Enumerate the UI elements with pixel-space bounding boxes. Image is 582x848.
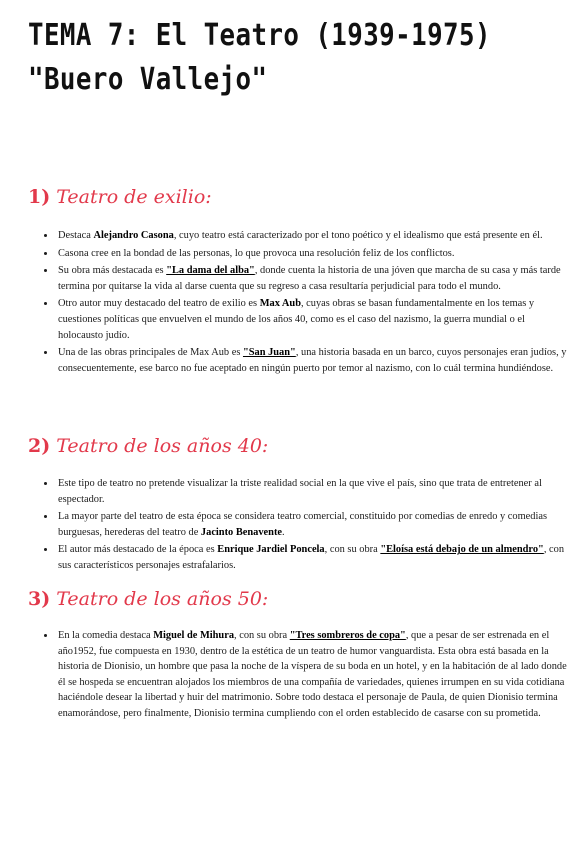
section-number: 3) xyxy=(28,588,51,610)
bullet-text: En la comedia destaca xyxy=(58,630,154,641)
work-title: "Tres sombreros de copa" xyxy=(289,630,406,641)
section-title: Teatro de exilio: xyxy=(56,186,212,208)
list-item xyxy=(56,296,568,343)
bullet-text: Su obra más destacada es xyxy=(58,265,167,277)
section-title: Teatro de los años 40: xyxy=(56,435,269,457)
bullet-text: Destaca xyxy=(58,230,94,241)
list-item xyxy=(56,246,568,262)
title-line-1: TEMA 7: El Teatro (1939-1975) xyxy=(28,18,491,53)
section-number: 2) xyxy=(28,435,51,457)
section-heading-exilio xyxy=(28,186,212,208)
work-title: "La dama del alba" xyxy=(166,265,255,277)
bullet-list-exilio xyxy=(38,228,568,378)
bullet-text: , cuyas obras se basan fundamentalmente en los temas y cuestiones políticas que envuelven el mundo de los años 40, como es el caso del nazismo, la guerra mundial o el holocausto judío. xyxy=(58,298,535,341)
bullet-text: , donde cuenta la historia de una jóven que marcha de su casa y más tarde termina por quitarse la vida al darse cuenta que su regreso a casa resultaría perjudicial para todo el mundo. xyxy=(58,265,561,292)
list-item xyxy=(56,228,568,244)
author-name: Alejandro Casona xyxy=(93,230,174,241)
bullet-text: , con su obra xyxy=(234,630,290,641)
section-number: 1) xyxy=(28,186,51,208)
bullet-text: , una historia basada en un barco, cuyos personajes eran judíos, y consecuentemente, ese barco no fue aceptado en ningún puerto por temor al nazismo, con lo cuál termina hundiéndose. xyxy=(58,347,567,374)
title-line-2: "Buero Vallejo" xyxy=(28,62,268,97)
bullet-text: , con sus característicos personajes estrafalarios. xyxy=(58,544,565,571)
bullet-text: Otro autor muy destacado del teatro de exilio es xyxy=(58,298,260,310)
list-item xyxy=(56,628,568,722)
list-item xyxy=(56,542,568,573)
author-name: Max Aub xyxy=(259,298,301,310)
list-item xyxy=(56,263,568,294)
bullet-text: . xyxy=(282,526,285,538)
section-heading-anos-40 xyxy=(28,435,268,457)
list-item xyxy=(56,509,568,540)
bullet-list-anos-40 xyxy=(38,476,568,576)
bullet-text: , con su obra xyxy=(324,544,381,556)
bullet-text: Casona cree en la bondad de las personas, lo que provoca una resolución feliz de los conflictos. xyxy=(58,247,455,259)
list-item xyxy=(56,476,568,507)
author-name: Enrique Jardiel Poncela xyxy=(217,544,325,556)
bullet-text: , cuyo teatro está caracterizado por el tono poético y el idealismo que está presente en él. xyxy=(173,230,543,241)
bullet-text: , que a pesar de ser estrenada en el año1952, fue compuesta en 1930, dentro de la estética de un teatro de humor vanguardista. Esta obra está basada en la historia de Dionisio, un hombre que pasa la noche de la víspera de su boda en un hotel, y en la habitación de al lado donde él se hospeda se encuentran alojados los miembros de una compañía de variedades, quienes irrumpen en su vida cotidiana haciéndole desear la libertad y huir del matrimonio. Sobre todo destaca el personaje de Paula, de quien Dionisio termina enamorándose, pero finalmente, Dionisio termina cumpliendo con el orden establecido de casarse con su prometida. xyxy=(58,630,567,719)
bullet-text: El autor más destacado de la época es xyxy=(58,544,218,556)
work-title: "San Juan" xyxy=(242,347,296,359)
work-title: "Eloísa está debajo de un almendro" xyxy=(380,544,544,556)
bullet-text: La mayor parte del teatro de esta época se considera teatro comercial, constituido por comedias de enredo y comedias burguesas, herederas del teatro de xyxy=(58,511,548,538)
section-title: Teatro de los años 50: xyxy=(56,588,269,610)
author-name: Miguel de Mihura xyxy=(153,630,235,641)
list-item xyxy=(56,345,568,376)
section-heading-anos-50 xyxy=(28,588,268,610)
bullet-list-anos-50 xyxy=(38,628,568,724)
bullet-text: Este tipo de teatro no pretende visualizar la triste realidad social en la que vive el país, sino que trata de entretener al espectador. xyxy=(58,478,542,505)
bullet-text: Una de las obras principales de Max Aub es xyxy=(58,347,243,359)
document-title xyxy=(28,14,491,102)
author-name: Jacinto Benavente xyxy=(200,526,283,538)
